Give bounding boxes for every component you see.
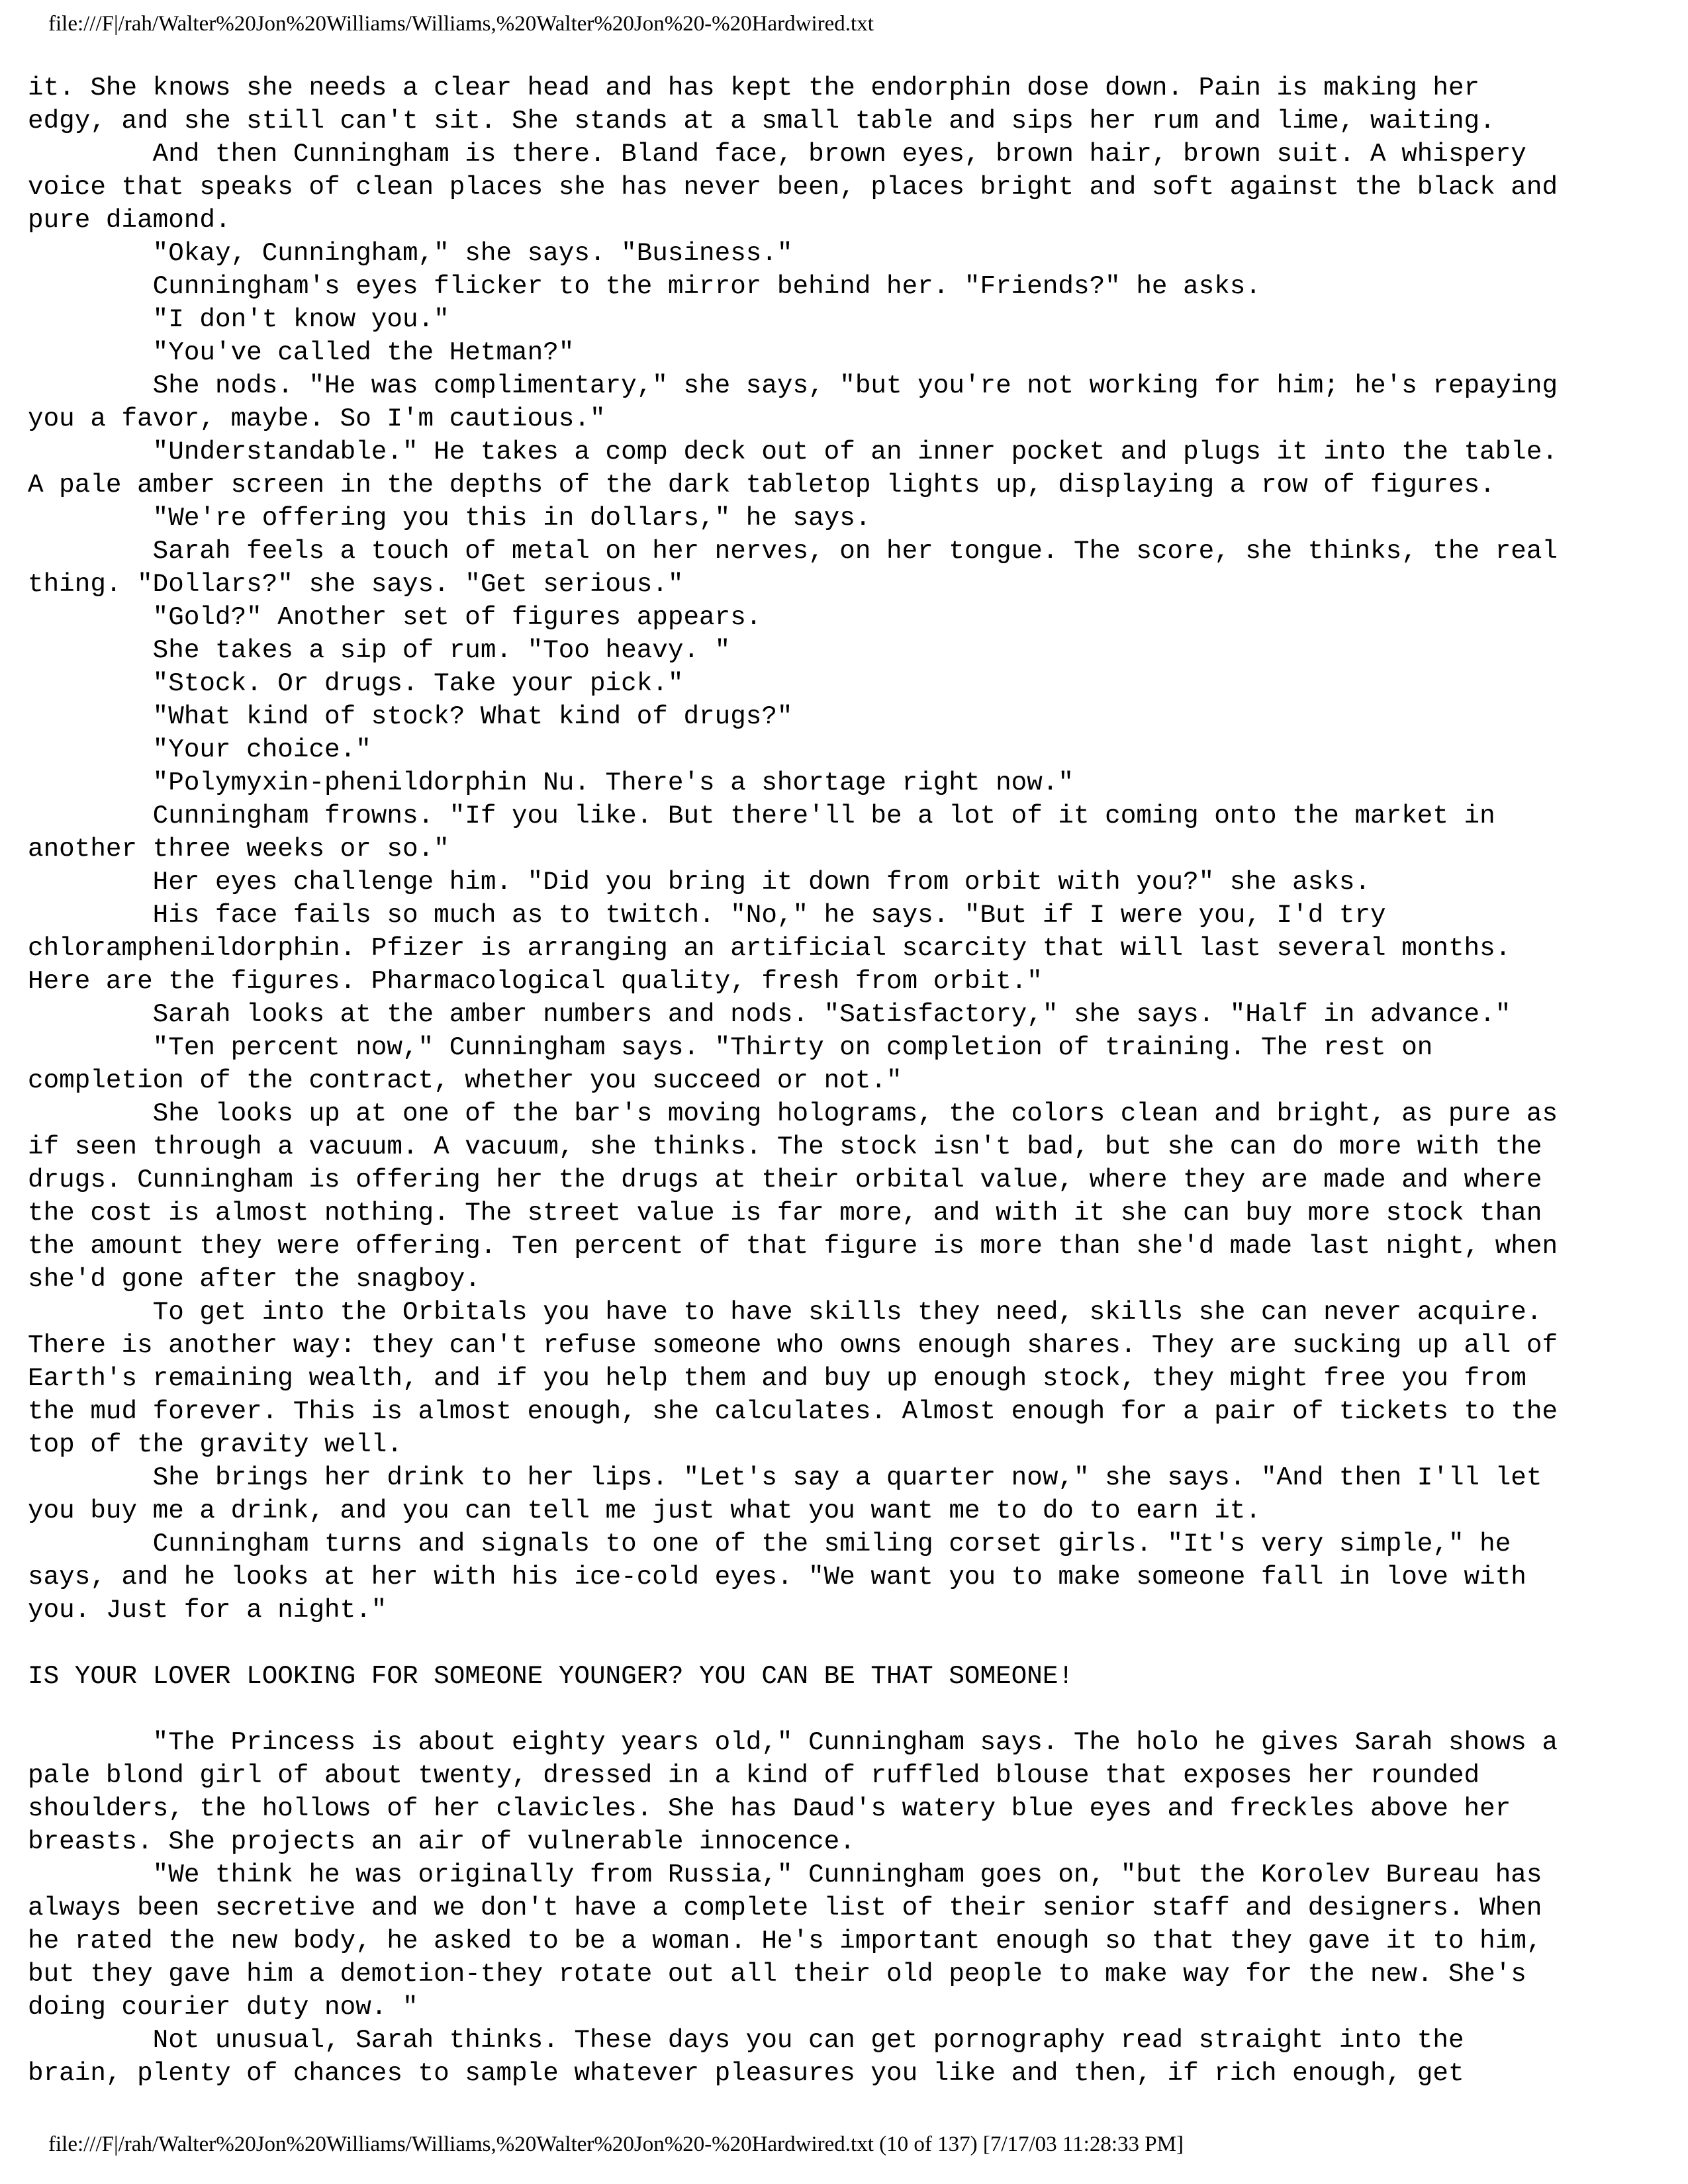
page-header-path: file:///F|/rah/Walter%20Jon%20Williams/Williams,%20Walter%20Jon%20-%20Hardwired.txt <box>48 12 874 36</box>
text-line: IS YOUR LOVER LOOKING FOR SOMEONE YOUNGER? YOU CAN BE THAT SOMEONE! <box>28 1661 1074 1691</box>
text-line: A pale amber screen in the depths of the dark tabletop lights up, displaying a row of figures. <box>28 470 1495 500</box>
text-line: There is another way: they can't refuse someone who owns enough shares. They are sucking up all of <box>28 1330 1558 1360</box>
text-line: "Polymyxin-phenildorphin Nu. There's a shortage right now." <box>28 768 1074 797</box>
text-line: Cunningham turns and signals to one of the smiling corset girls. "It's very simple," he <box>28 1529 1511 1559</box>
text-line: he rated the new body, he asked to be a woman. He's important enough so that they gave it to him, <box>28 1926 1542 1956</box>
text-line: drugs. Cunningham is offering her the drugs at their orbital value, where they are made and where <box>28 1165 1542 1195</box>
text-line: she'd gone after the snagboy. <box>28 1264 481 1294</box>
text-line: edgy, and she still can't sit. She stands at a small table and sips her rum and lime, waiting. <box>28 106 1495 136</box>
text-line: "You've called the Hetman?" <box>28 338 575 367</box>
text-line: To get into the Orbitals you have to have skills they need, skills she can never acquire. <box>28 1297 1542 1327</box>
text-line: "We think he was originally from Russia," Cunningham goes on, "but the Korolev Bureau has <box>28 1860 1542 1889</box>
text-line: "Understandable." He takes a comp deck out of an inner pocket and plugs it into the table. <box>28 437 1558 467</box>
text-line: "The Princess is about eighty years old," Cunningham says. The holo he gives Sarah shows a <box>28 1727 1558 1757</box>
text-line: another three weeks or so." <box>28 834 449 864</box>
text-line: top of the gravity well. <box>28 1430 402 1459</box>
text-line: His face fails so much as to twitch. "No," he says. "But if I were you, I'd try <box>28 900 1386 930</box>
text-line: Sarah looks at the amber numbers and nods. "Satisfactory," she says. "Half in advance." <box>28 999 1511 1029</box>
text-line: you. Just for a night." <box>28 1595 387 1625</box>
text-line: Here are the figures. Pharmacological quality, fresh from orbit." <box>28 966 1043 996</box>
text-line: Not unusual, Sarah thinks. These days you can get pornography read straight into the <box>28 2025 1464 2055</box>
text-line: the amount they were offering. Ten percent of that figure is more than she'd made last night, when <box>28 1231 1558 1261</box>
text-line: Her eyes challenge him. "Did you bring it down from orbit with you?" she asks. <box>28 867 1371 897</box>
text-line: pale blond girl of about twenty, dressed in a kind of ruffled blouse that exposes her rounded <box>28 1760 1480 1790</box>
text-line: And then Cunningham is there. Bland face, brown eyes, brown hair, brown suit. A whispery <box>28 139 1526 169</box>
text-line: it. She knows she needs a clear head and has kept the endorphin dose down. Pain is making her <box>28 73 1480 103</box>
text-line: She takes a sip of rum. "Too heavy. " <box>28 635 731 665</box>
text-line: thing. "Dollars?" she says. "Get serious." <box>28 569 684 599</box>
text-line: the mud forever. This is almost enough, she calculates. Almost enough for a pair of tickets to the <box>28 1396 1558 1426</box>
text-line: voice that speaks of clean places she has never been, places bright and soft against the black and <box>28 172 1558 202</box>
text-line: doing courier duty now. " <box>28 1992 418 2022</box>
text-line: Sarah feels a touch of metal on her nerves, on her tongue. The score, she thinks, the real <box>28 536 1558 566</box>
text-line: always been secretive and we don't have a complete list of their senior staff and designers. When <box>28 1893 1542 1923</box>
text-line: completion of the contract, whether you succeed or not." <box>28 1066 902 1095</box>
text-line: Earth's remaining wealth, and if you help them and buy up enough stock, they might free you from <box>28 1363 1526 1393</box>
text-line: "Gold?" Another set of figures appears. <box>28 602 762 632</box>
text-line: "Stock. Or drugs. Take your pick." <box>28 668 684 698</box>
text-line <box>28 1693 1669 1726</box>
text-line: but they gave him a demotion-they rotate out all their old people to make way for the new. She's <box>28 1959 1526 1989</box>
text-line: "We're offering you this in dollars," he says. <box>28 503 871 533</box>
text-line: shoulders, the hollows of her clavicles. She has Daud's watery blue eyes and freckles above her <box>28 1794 1511 1823</box>
text-line: you a favor, maybe. So I'm cautious." <box>28 404 606 433</box>
text-line <box>28 1627 1669 1660</box>
text-line: She nods. "He was complimentary," she says, "but you're not working for him; he's repaying <box>28 371 1558 400</box>
text-line: says, and he looks at her with his ice-cold eyes. "We want you to make someone fall in love with <box>28 1562 1526 1592</box>
text-line: breasts. She projects an air of vulnerable innocence. <box>28 1827 855 1856</box>
text-line: She brings her drink to her lips. "Let's say a quarter now," she says. "And then I'll let <box>28 1463 1542 1492</box>
text-line: "Ten percent now," Cunningham says. "Thirty on completion of training. The rest on <box>28 1032 1433 1062</box>
text-line: pure diamond. <box>28 205 231 235</box>
text-line: you buy me a drink, and you can tell me just what you want me to do to earn it. <box>28 1496 1261 1525</box>
text-line: brain, plenty of chances to sample whatever pleasures you like and then, if rich enough, get <box>28 2058 1464 2088</box>
page-footer-path: file:///F|/rah/Walter%20Jon%20Williams/Williams,%20Walter%20Jon%20-%20Hardwired.txt (10 of 137) [7/17/03 11:28:33 PM] <box>48 2132 1184 2156</box>
text-line: if seen through a vacuum. A vacuum, she thinks. The stock isn't bad, but she can do more with the <box>28 1132 1542 1161</box>
text-line: chloramphenildorphin. Pfizer is arranging an artificial scarcity that will last several months. <box>28 933 1511 963</box>
document-text <box>28 71 1669 2090</box>
text-line: "Okay, Cunningham," she says. "Business." <box>28 238 793 268</box>
text-line: Cunningham's eyes flicker to the mirror behind her. "Friends?" he asks. <box>28 271 1261 301</box>
text-line: Cunningham frowns. "If you like. But there'll be a lot of it coming onto the market in <box>28 801 1495 831</box>
text-line: She looks up at one of the bar's moving holograms, the colors clean and bright, as pure as <box>28 1099 1558 1128</box>
text-line: the cost is almost nothing. The street value is far more, and with it she can buy more stock than <box>28 1198 1542 1228</box>
text-line: "What kind of stock? What kind of drugs?" <box>28 702 793 731</box>
text-line: "Your choice." <box>28 735 371 764</box>
text-line: "I don't know you." <box>28 304 449 334</box>
